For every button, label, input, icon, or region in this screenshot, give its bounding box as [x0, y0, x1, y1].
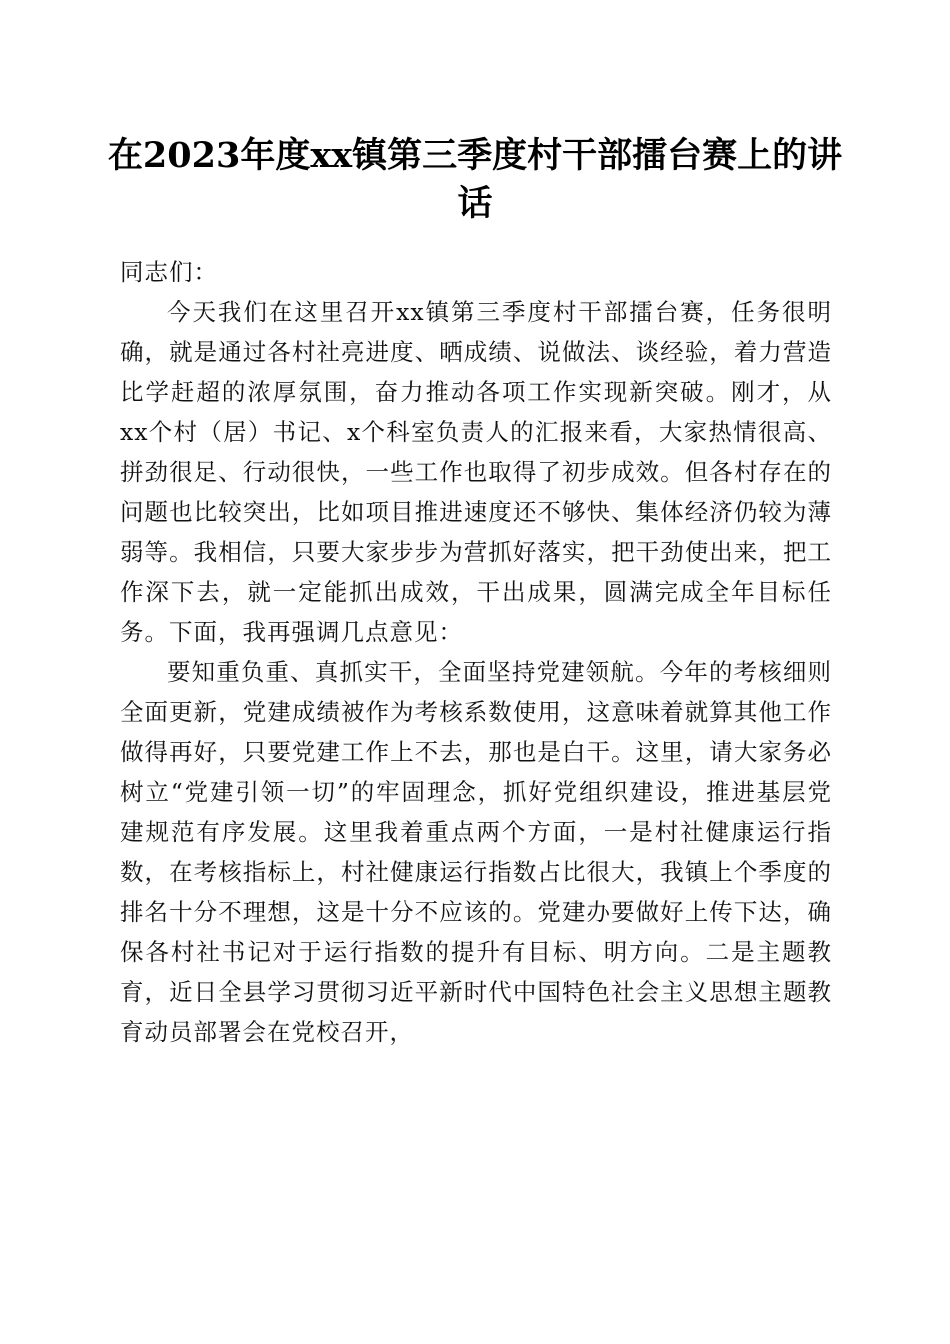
- document-title: 在2023年度xx镇第三季度村干部擂台赛上的讲话: [107, 135, 843, 224]
- body-paragraph-1: 今天我们在这里召开xx镇第三季度村干部擂台赛，任务很明确，就是通过各村社亮进度、晒成绩、说做法、谈经验，着力营造比学赶超的浓厚氛围，奋力推动各项工作实现新突破。刚才，从xx个村（居）书记、x个科室负责人的汇报来看，大家热情很高、拼劲很足、行动很快，一些工作也取得了初步成效。但各村存在的问题也比较突出，比如项目推进速度还不够快、集体经济仍较为薄弱等。我相信，只要大家步步为营抓好落实，把干劲使出来，把工作深下去，就一定能抓出成效，干出成果，圆满完成全年目标任务。下面，我再强调几点意见：: [120, 298, 832, 646]
- document-body: [120, 252, 832, 1052]
- salutation: 同志们：: [120, 258, 218, 286]
- body-paragraph-2: 要知重负重、真抓实干，全面坚持党建领航。今年的考核细则全面更新，党建成绩被作为考核系数使用，这意味着就算其他工作做得再好，只要党建工作上不去，那也是白干。这里，请大家务必树立“党建引领一切”的牢固理念，抓好党组织建设，推进基层党建规范有序发展。这里我着重点两个方面，一是村社健康运行指数，在考核指标上，村社健康运行指数占比很大，我镇上个季度的排名十分不理想，这是十分不应该的。党建办要做好上传下达，确保各村社书记对于运行指数的提升有目标、明方向。二是主题教育，近日全县学习贯彻习近平新时代中国特色社会主义思想主题教育动员部署会在党校召开，: [120, 658, 832, 1046]
